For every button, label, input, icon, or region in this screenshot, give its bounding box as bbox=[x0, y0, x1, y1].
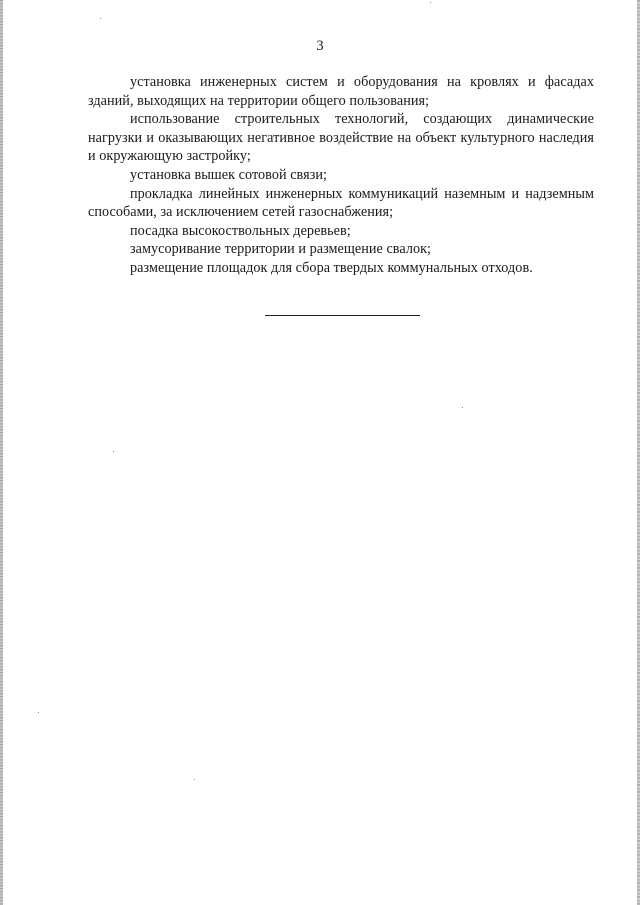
scan-speck bbox=[462, 407, 463, 408]
closing-horizontal-rule bbox=[265, 315, 420, 316]
paragraph: установка вышек сотовой связи; bbox=[130, 166, 327, 183]
paragraph: установка инженерных систем и оборудования на кровлях и фасадах зданий, выходящих на территории общего пользования; bbox=[88, 74, 594, 109]
paragraph: прокладка линейных инженерных коммуникаций наземным и надземным способами, за исключением сетей газоснабжения; bbox=[88, 185, 594, 221]
document-body bbox=[88, 73, 594, 278]
page-number: 3 bbox=[316, 38, 324, 54]
paragraph: замусоривание территории и размещение свалок; bbox=[130, 241, 432, 258]
paragraph: посадка высокоствольных деревьев; bbox=[130, 222, 351, 239]
paragraph: размещение площадок для сбора твердых коммунальных отходов. bbox=[130, 259, 533, 276]
scan-edge-left bbox=[0, 0, 3, 905]
scan-speck bbox=[430, 2, 431, 3]
scan-speck bbox=[38, 712, 39, 713]
scan-speck bbox=[194, 779, 195, 780]
scan-speck bbox=[113, 451, 114, 452]
scan-speck bbox=[100, 18, 101, 19]
paragraph: использование строительных технологий, создающих динамические нагрузки и оказывающих негативное воздействие на объект культурного наследия и окружающую застройку; bbox=[88, 111, 594, 165]
